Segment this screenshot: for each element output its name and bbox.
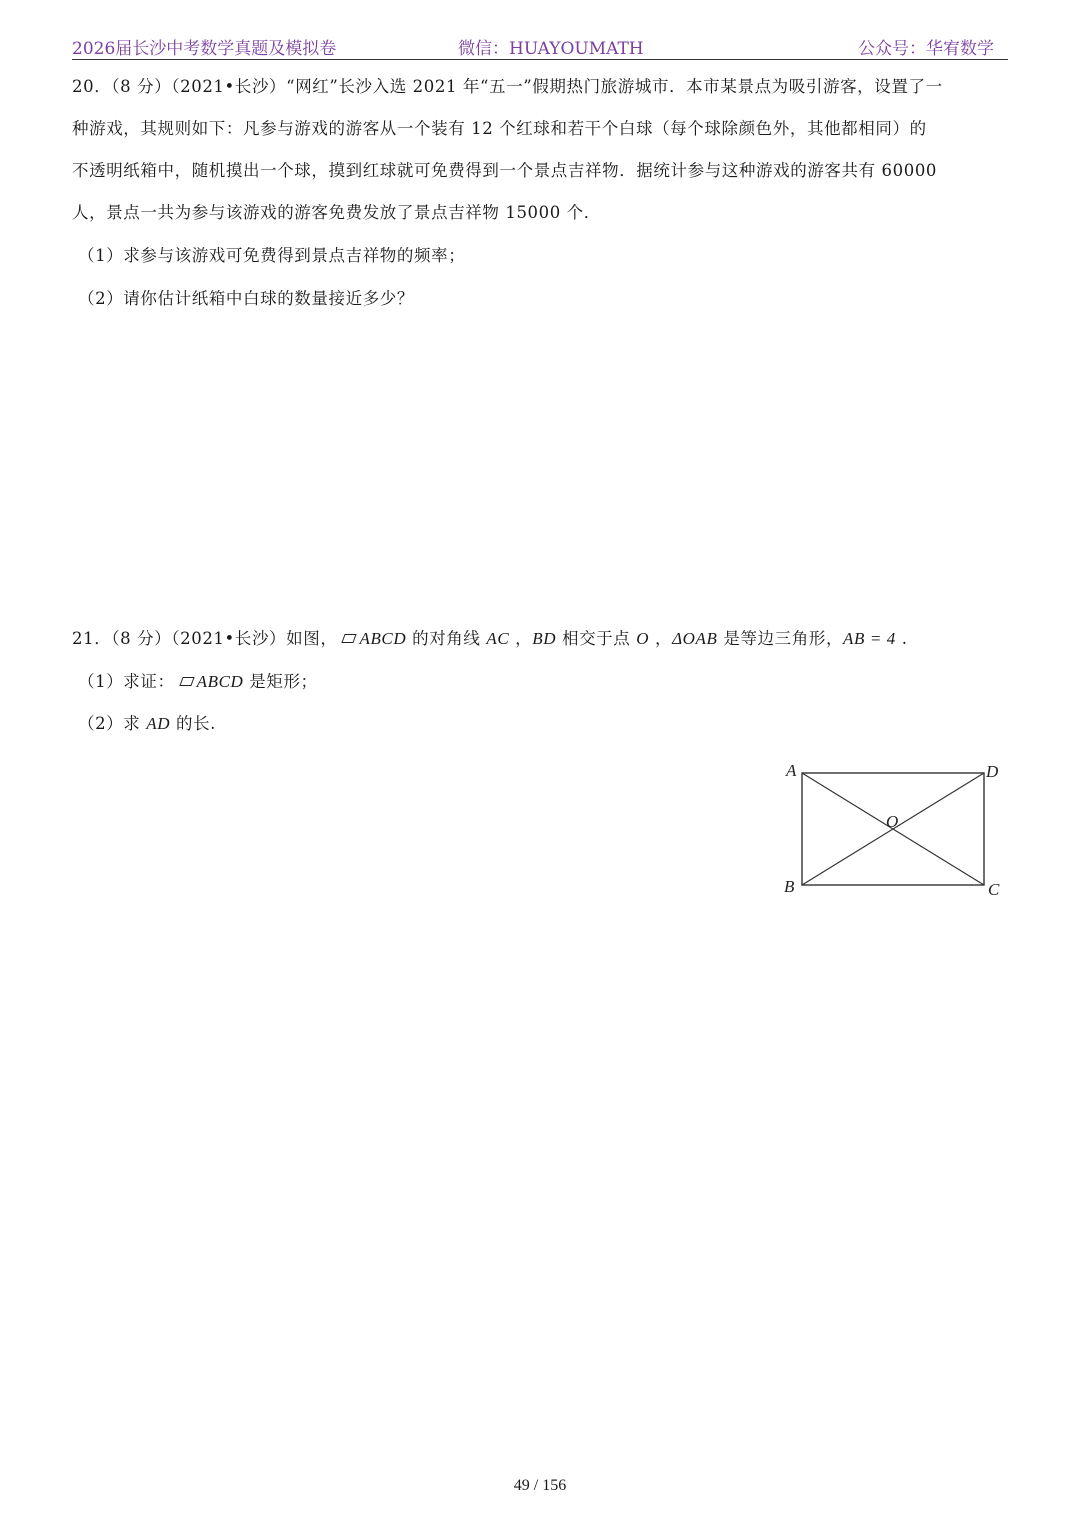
parallelogram-symbol bbox=[179, 677, 194, 686]
q21-bd: BD bbox=[532, 629, 557, 648]
q21-part-2 bbox=[78, 714, 216, 734]
header-divider bbox=[72, 59, 1008, 60]
q21-text-6: . bbox=[895, 629, 908, 648]
q21-abcd: ABCD bbox=[359, 629, 407, 648]
label-a: A bbox=[786, 761, 797, 780]
q21-part-1-a: （1）求证： bbox=[78, 672, 175, 691]
label-c: C bbox=[988, 880, 1000, 899]
header-wechat: 微信：HUAYOUMATH bbox=[458, 39, 644, 59]
q20-line-3: 不透明纸箱中，随机摸出一个球，摸到红球就可免费得到一个景点吉祥物．据统计参与这种游戏的游客共有 60000 bbox=[72, 161, 938, 180]
q21-part-1 bbox=[78, 672, 318, 692]
q21-ac: AC bbox=[486, 629, 510, 648]
q21-part-2-ad: AD bbox=[146, 714, 171, 733]
q20-part-1: （1）求参与该游戏可免费得到景点吉祥物的频率； bbox=[78, 246, 466, 265]
q21-text-5: 是等边三角形， bbox=[717, 629, 844, 648]
q21-part-1-b: 是矩形； bbox=[243, 672, 318, 691]
header-public-account: 公众号：华宥数学 bbox=[858, 39, 994, 59]
q21-part-2-b: 的长. bbox=[170, 714, 217, 733]
label-b: B bbox=[784, 877, 795, 896]
q21-delta-oab: ΔOAB bbox=[672, 629, 718, 648]
q21-intro: 21．（8 分）（2021•长沙）如图， bbox=[72, 629, 338, 648]
label-o: O bbox=[886, 812, 899, 831]
label-d: D bbox=[986, 762, 999, 781]
q21-part-1-abcd: ABCD bbox=[196, 672, 244, 691]
q20-line-1: 20．（8 分）（2021•长沙）“网红”长沙入选 2021 年“五一”假期热门旅游城市．本市某景点为吸引游客，设置了一 bbox=[72, 77, 943, 96]
header-title: 2026届长沙中考数学真题及模拟卷 bbox=[72, 39, 337, 59]
q21-text-2: ， bbox=[509, 629, 533, 648]
q21-ab-eq: AB = 4 bbox=[843, 629, 896, 648]
q20-line-2: 种游戏，其规则如下：凡参与游戏的游客从一个装有 12 个红球和若干个白球（每个球除颜色外，其他都相同）的 bbox=[72, 119, 927, 138]
q20-line-4: 人，景点一共为参与该游戏的游客免费发放了景点吉祥物 15000 个． bbox=[72, 203, 601, 222]
q20-part-2: （2）请你估计纸箱中白球的数量接近多少？ bbox=[78, 289, 414, 308]
q21-text-1: 的对角线 bbox=[406, 629, 487, 648]
rectangle-diagram bbox=[776, 756, 1008, 906]
page-number: 49 / 156 bbox=[513, 1477, 567, 1494]
parallelogram-symbol bbox=[342, 634, 357, 643]
q21-stem bbox=[72, 629, 908, 649]
q21-o: O bbox=[636, 629, 650, 648]
q21-part-2-a: （2）求 bbox=[78, 714, 147, 733]
q21-text-3: 相交于点 bbox=[556, 629, 637, 648]
q21-text-4: ， bbox=[649, 629, 673, 648]
